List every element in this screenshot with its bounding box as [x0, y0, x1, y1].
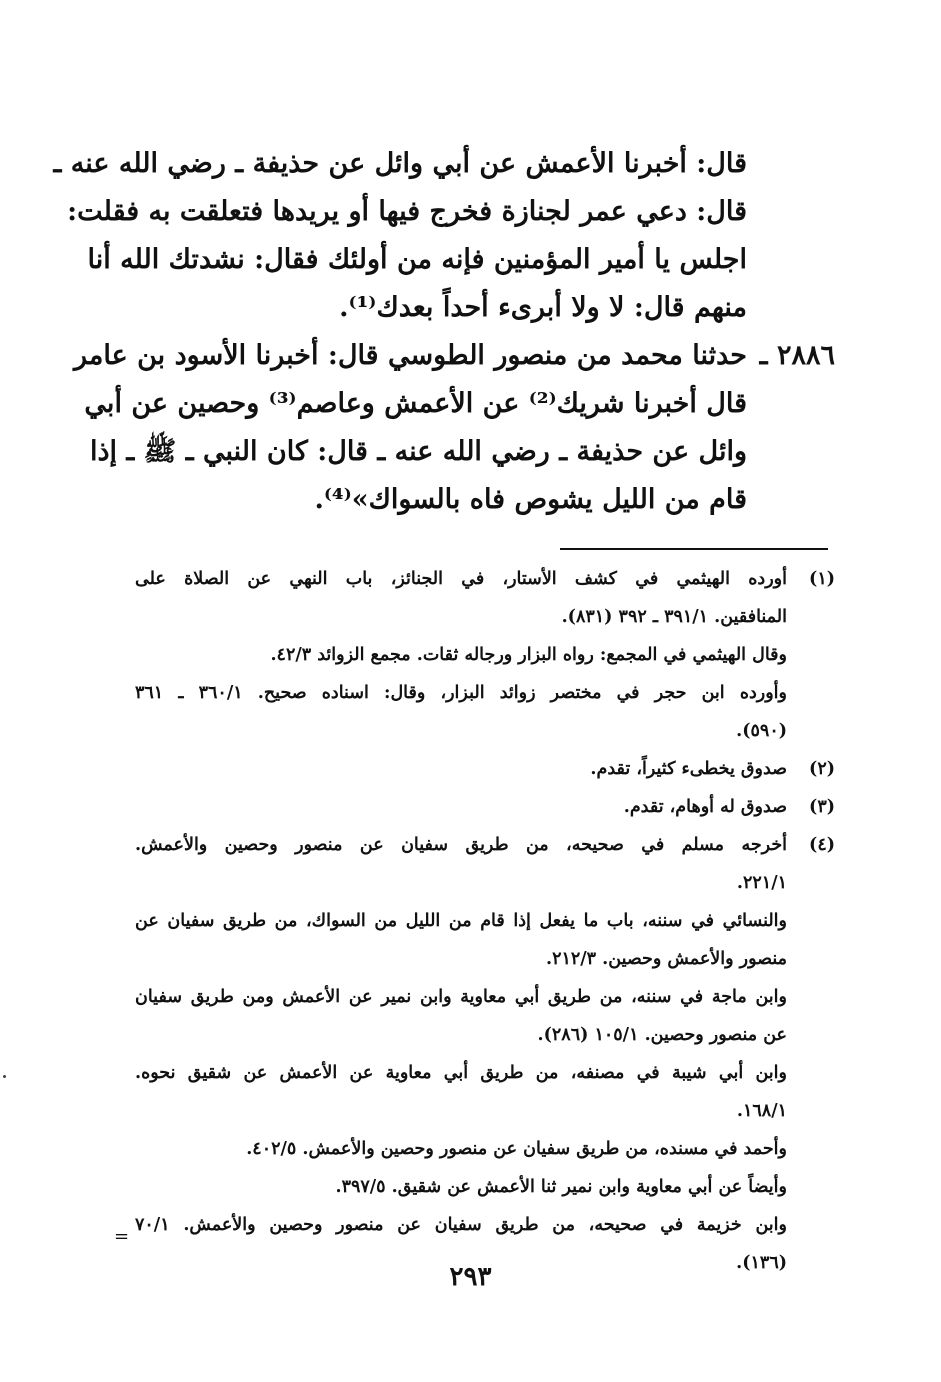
footnote-line [135, 750, 835, 788]
footnote-line [135, 788, 835, 826]
footnote-line: والنسائي في سننه، باب ما يفعل إذا قام من الليل من السواك، من طريق سفيان عن [135, 911, 787, 931]
text-line: قام من الليل يشوص فاه بالسواك»⁽⁴⁾. [314, 484, 747, 515]
main-text [53, 140, 835, 524]
footnote-line: (١٣٦). [736, 1253, 787, 1273]
footnote-line: وابن أبي شيبة في مصنفه، من طريق أبي معاوية عن الأعمش عن شقيق نحوه. [135, 1063, 787, 1083]
footnote-text: صدوق له أوهام، تقدم. [623, 797, 787, 817]
text-line: قال: أخبرنا الأعمش عن أبي وائل عن حذيفة ـ رضي الله عنه ـ [53, 148, 747, 179]
footnote-text: صدوق يخطىء كثيراً، تقدم. [590, 759, 787, 779]
text-line: قال أخبرنا شريك⁽²⁾ عن الأعمش وعاصم⁽³⁾ وحصين عن أبي [84, 388, 747, 419]
page-number: ٢٩٣ [449, 1262, 492, 1292]
text-line: وائل عن حذيفة ـ رضي الله عنه ـ قال: كان النبي ـ ﷺ ـ إذا [89, 436, 747, 467]
footnote-line: ١٦٨/١. [736, 1101, 787, 1121]
footnote-line: وأورده ابن حجر في مختصر زوائد البزار، وقال: اسناده صحيح. ٣٦٠/١ ـ ٣٦١ [135, 683, 787, 703]
footnote-line: المنافقين. ٣٩١/١ ـ ٣٩٢ (٨٣١). [561, 607, 787, 627]
footnote-line [135, 560, 835, 598]
hadith-number: ٢٨٨٦ ـ [759, 340, 835, 371]
footnote-line: وابن ماجة في سننه، من طريق أبي معاوية وابن نمير عن الأعمش ومن طريق سفيان [135, 987, 787, 1007]
footnote-number: (٣) [809, 797, 835, 817]
footnotes [135, 560, 835, 1282]
footnote-text: أورده الهيثمي في كشف الأستار، في الجنائز، باب النهي عن الصلاة على [135, 569, 787, 589]
footnote-number: (٤) [809, 835, 835, 855]
footnote-line [135, 826, 835, 864]
footnote-separator [560, 548, 828, 550]
footnote-number: (١) [809, 569, 835, 589]
footnote-line: (٥٩٠). [736, 721, 787, 741]
text-line: اجلس يا أمير المؤمنين فإنه من أولئك فقال: نشدتك الله أنا [87, 244, 747, 275]
footnote-line: عن منصور وحصين. ١٠٥/١ (٢٨٦). [537, 1025, 787, 1045]
footnote-line: وأحمد في مسنده، من طريق سفيان عن منصور وحصين والأعمش. ٤٠٢/٥. [246, 1139, 787, 1159]
scan-speck [3, 1075, 6, 1078]
footnote-line: وقال الهيثمي في المجمع: رواه البزار ورجاله ثقات. مجمع الزوائد ٤٢/٣. [270, 645, 787, 665]
footnote-line: وابن خزيمة في صحيحه، من طريق سفيان عن منصور وحصين والأعمش. ٧٠/١ [135, 1215, 787, 1235]
margin-mark: = [114, 1226, 130, 1247]
footnote-line: منصور والأعمش وحصين. ٢١٢/٣. [546, 949, 787, 969]
text-line: منهم قال: لا ولا أبرىء أحداً بعدك⁽¹⁾. [339, 292, 747, 323]
footnote-line: ٢٢١/١. [736, 873, 787, 893]
footnote-text: أخرجه مسلم في صحيحه، من طريق سفيان عن منصور وحصين والأعمش. [135, 835, 787, 855]
text-line: قال: دعي عمر لجنازة فخرج فيها أو يريدها فتعلقت به فقلت: [67, 196, 747, 227]
footnote-line: وأيضاً عن أبي معاوية وابن نمير ثنا الأعمش عن شقيق. ٣٩٧/٥. [335, 1177, 787, 1197]
text-line: حدثنا محمد من منصور الطوسي قال: أخبرنا الأسود بن عامر [74, 340, 747, 371]
footnote-number: (٢) [809, 759, 835, 779]
